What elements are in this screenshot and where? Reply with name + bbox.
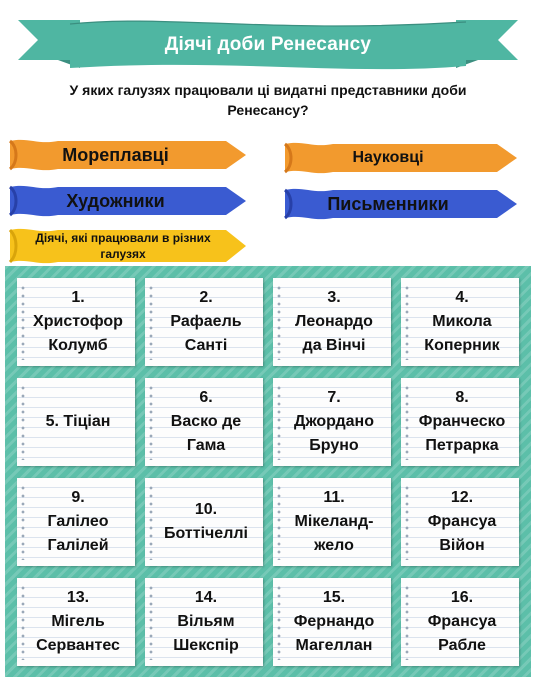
- category-seafarers: [8, 137, 248, 173]
- category-label: Науковці: [352, 149, 424, 166]
- name-card[interactable]: [145, 278, 263, 366]
- category-label: Діячі, які працювали в різних галузях: [35, 231, 211, 261]
- category-label: Письменники: [327, 193, 449, 214]
- name-card[interactable]: [17, 278, 135, 366]
- name-card[interactable]: [145, 378, 263, 466]
- category-label: Мореплавці: [62, 144, 169, 165]
- name-card[interactable]: [401, 278, 519, 366]
- name-card[interactable]: [17, 578, 135, 666]
- category-scientists: [283, 140, 519, 176]
- card-text: 1. Христофор Колумб: [33, 289, 123, 354]
- card-text: 9. Галілео Галілей: [47, 489, 109, 554]
- card-text: 7. Джордано Бруно: [294, 389, 374, 454]
- name-card[interactable]: [145, 578, 263, 666]
- name-card[interactable]: [17, 378, 135, 466]
- card-text: 13. Мігель Сервантес: [36, 589, 120, 654]
- title-ribbon: [18, 10, 518, 74]
- card-text: 5. Тіціан: [45, 413, 111, 430]
- name-card[interactable]: [401, 378, 519, 466]
- category-writers: [283, 186, 519, 222]
- card-text: 15. Фернандо Магеллан: [293, 589, 375, 654]
- category-artists: [8, 183, 248, 219]
- category-label: Художники: [66, 190, 165, 211]
- card-text: 6. Васко де Гама: [170, 389, 242, 454]
- card-text: 8. Франческо Петрарка: [418, 389, 506, 454]
- name-card[interactable]: [401, 478, 519, 566]
- card-text: 11. Мікеланд- жело: [294, 489, 374, 554]
- name-card[interactable]: [17, 478, 135, 566]
- card-text: 10. Боттічеллі: [164, 501, 248, 542]
- name-card[interactable]: [273, 578, 391, 666]
- name-card[interactable]: [273, 378, 391, 466]
- category-multidisciplinary: [8, 226, 248, 266]
- cards-board: [5, 266, 531, 677]
- card-text: 2. Рафаель Санті: [170, 289, 242, 354]
- card-text: 4. Микола Коперник: [424, 289, 500, 354]
- card-text: 3. Леонардо да Вінчі: [295, 289, 373, 354]
- name-card[interactable]: [273, 278, 391, 366]
- card-text: 12. Франсуа Війон: [427, 489, 497, 554]
- page-title: Діячі доби Ренесансу: [164, 34, 372, 55]
- card-text: 14. Вільям Шекспір: [173, 589, 239, 654]
- name-card[interactable]: [145, 478, 263, 566]
- card-text: 16. Франсуа Рабле: [427, 589, 497, 654]
- name-card[interactable]: [273, 478, 391, 566]
- name-card[interactable]: [401, 578, 519, 666]
- question-text: У яких галузях працювали ці видатні представники доби Ренесансу?: [69, 82, 467, 118]
